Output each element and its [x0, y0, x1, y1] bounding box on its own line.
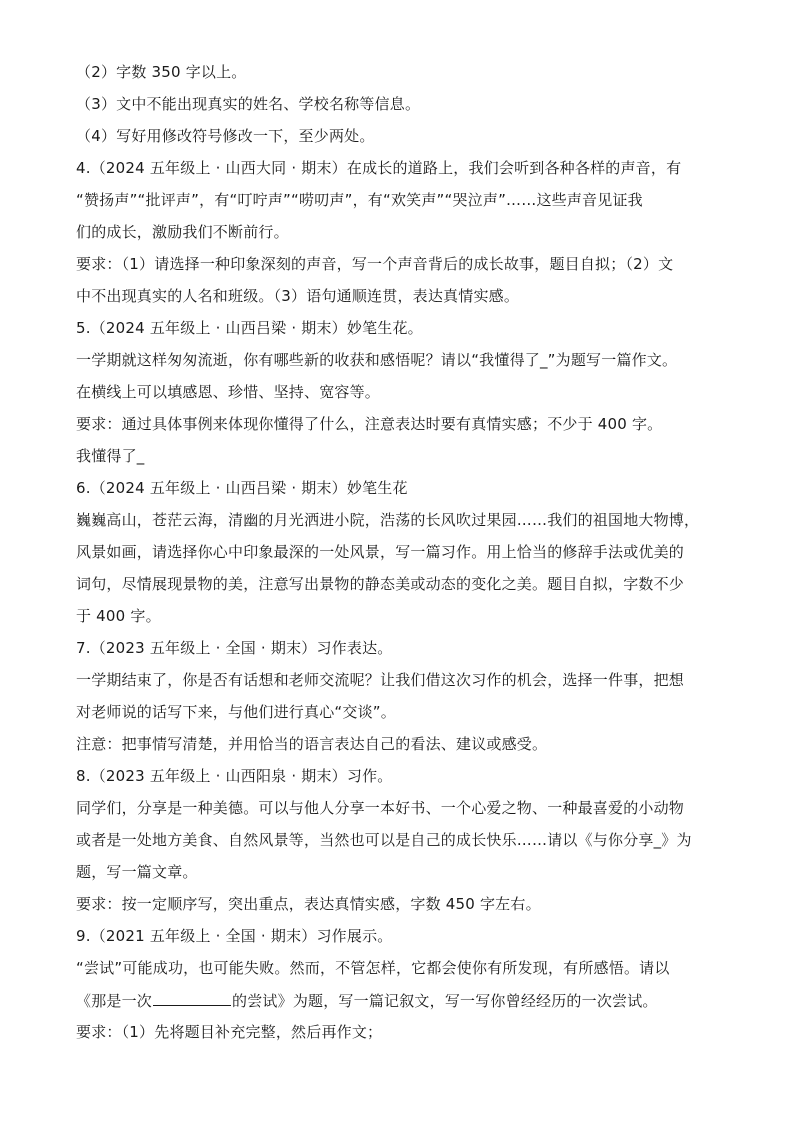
question-4-heading: 4.（2024 五年级上 · 山西大同 · 期末）在成长的道路上，我们会听到各种各样的声音，有 — [76, 159, 682, 177]
q9-title-line — [76, 990, 726, 1011]
question-5-heading: 5.（2024 五年级上 · 山西吕梁 · 期末）妙笔生花。 — [76, 319, 423, 337]
question-6-heading: 6.（2024 五年级上 · 山西吕梁 · 期末）妙笔生花 — [76, 479, 408, 497]
question-9-heading: 9.（2021 五年级上 · 全国 · 期末）习作展示。 — [76, 927, 393, 945]
text-line: 或者是一处地方美食、自然风景等，当然也可以是自己的成长快乐……请以《与你分享_》为 — [76, 831, 692, 849]
text-line: 一学期结束了，你是否有话想和老师交流呢？让我们借这次习作的机会，选择一件事，把想 — [76, 671, 685, 689]
text-line: 风景如画，请选择你心中印象最深的一处风景，写一篇习作。用上恰当的修辞手法或优美的 — [76, 543, 685, 561]
text-line: 要求：通过具体事例来体现你懂得了什么，注意表达时要有真情实感；不少于 400 字。 — [76, 415, 663, 433]
text-line: 要求：按一定顺序写，突出重点，表达真情实感，字数 450 字左右。 — [76, 895, 541, 913]
text-line: 中不出现真实的人名和班级。（3）语句通顺连贯，表达真情实感。 — [76, 287, 520, 305]
question-8-heading: 8.（2023 五年级上 · 山西阳泉 · 期末）习作。 — [76, 767, 393, 785]
text-line: （4）写好用修改符号修改一下，至少两处。 — [76, 127, 375, 145]
essay-title-line: 我懂得了_ — [76, 447, 145, 465]
fill-in-blank — [153, 990, 231, 1006]
text-line: 一学期就这样匆匆流逝，你有哪些新的收获和感悟呢？请以“我懂得了_”为题写一篇作文。 — [76, 351, 678, 369]
text-line: 注意：把事情写清楚，并用恰当的语言表达自己的看法、建议或感受。 — [76, 735, 548, 753]
text-line: 同学们，分享是一种美德。可以与他人分享一本好书、一个心爱之物、一种最喜爱的小动物 — [76, 799, 685, 817]
text-line: 对老师说的话写下来，与他们进行真心“交谈”。 — [76, 703, 396, 721]
text-line: “赞扬声”“批评声”，有“叮咛声”“唠叨声”，有“欢笑声”“哭泣声”……这些声音见证我 — [76, 191, 643, 209]
text-line: 们的成长，激励我们不断前行。 — [76, 223, 289, 241]
text-line: 于 400 字。 — [76, 607, 161, 625]
text-line: 词句，尽情展现景物的美，注意写出景物的静态美或动态的变化之美。题目自拟，字数不少 — [76, 575, 685, 593]
text-line: 题，写一篇文章。 — [76, 863, 198, 881]
question-7-heading: 7.（2023 五年级上 · 全国 · 期末）习作表达。 — [76, 639, 393, 657]
text-line: 要求：（1）先将题目补充完整，然后再作文； — [76, 1023, 383, 1041]
q9-title-before: 《那是一次 — [76, 992, 153, 1010]
text-line: “尝试”可能成功，也可能失败。然而，不管怎样，它都会使你有所发现，有所感悟。请以 — [76, 959, 670, 977]
text-line: （2）字数 350 字以上。 — [76, 63, 247, 81]
q9-title-after: 的尝试》为题，写一篇记叙文，写一写你曾经经历的一次尝试。 — [232, 992, 658, 1010]
text-line: 要求：（1）请选择一种印象深刻的声音，写一个声音背后的成长故事，题目自拟；（2）文 — [76, 255, 674, 273]
text-line: （3）文中不能出现真实的姓名、学校名称等信息。 — [76, 95, 421, 113]
text-line: 在横线上可以填感恩、珍惜、坚持、宽容等。 — [76, 383, 381, 401]
text-line: 巍巍高山，苍茫云海，清幽的月光洒进小院，浩荡的长风吹过果园……我们的祖国地大物博， — [76, 511, 700, 529]
